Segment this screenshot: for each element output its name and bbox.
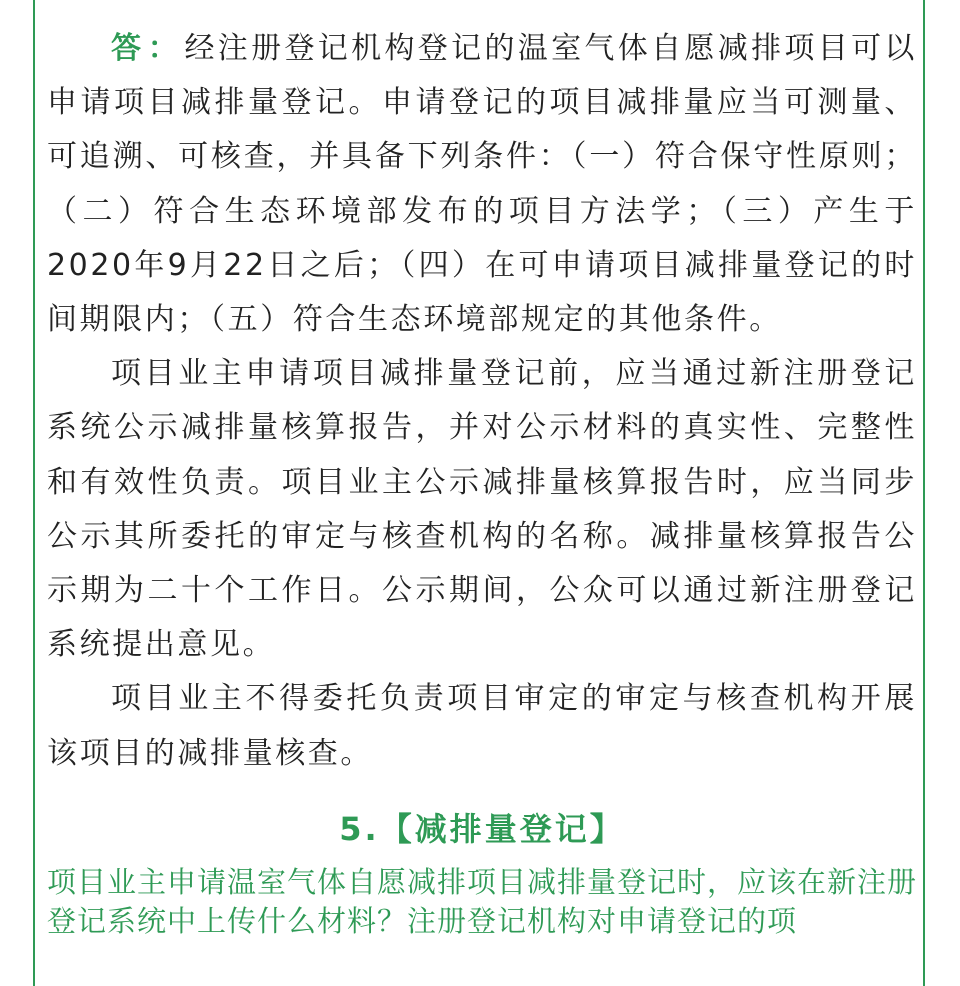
answer-paragraph-3: 项目业主不得委托负责项目审定的审定与核查机构开展该项目的减排量核查。 [47, 681, 917, 771]
answer-paragraph-2: 项目业主申请项目减排量登记前，应当通过新注册登记系统公示减排量核算报告，并对公示材料的真实性、完整性和有效性负责。项目业主公示减排量核算报告时，应当同步公示其所委托的审定与核查机构的名称。减排量核算报告公示期为二十个工作日。公示期间，公众可以通过新注册登记系统提出意见。 [47, 356, 917, 663]
section-title: 5.【减排量登记】 [339, 809, 625, 848]
answer-text-1: 经注册登记机构登记的温室气体自愿减排项目可以申请项目减排量登记。申请登记的项目减排量应当可测量、可追溯、可核查，并具备下列条件：（一）符合保守性原则；（二）符合生态环境部发布的项目方法学；（三）产生于2020年9月22日之后；（四）在可申请项目减排量登记的时间期限内；（五）符合生态环境部规定的其他条件。 [47, 31, 918, 338]
answer-label: 答： [111, 31, 185, 66]
article-content [47, 22, 917, 941]
section-question: 项目业主申请温室气体自愿减排项目减排量登记时，应该在新注册登记系统中上传什么材料？注册登记机构对申请登记的项 [47, 864, 918, 938]
answer-paragraph-1 [47, 22, 917, 347]
